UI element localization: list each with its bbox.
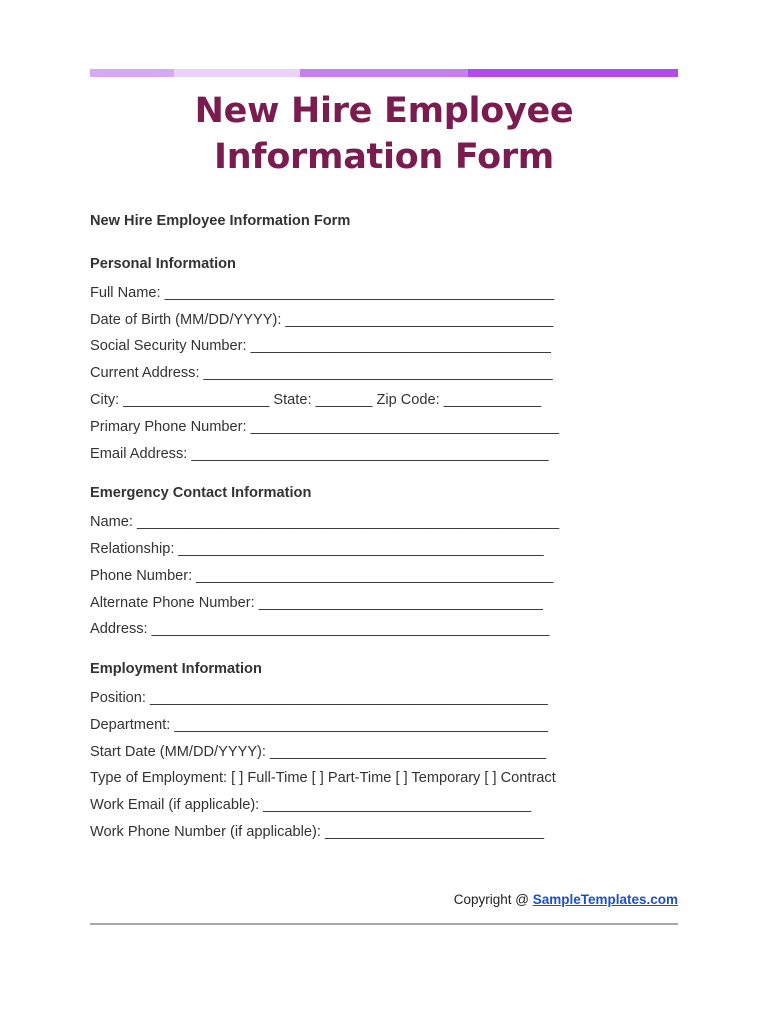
accent-bar-segment <box>90 69 174 77</box>
field-emergency-name[interactable]: Name: ____________________________________________________ <box>90 514 560 531</box>
copyright-footer <box>454 890 678 910</box>
field-position[interactable]: Position: _________________________________________________ <box>90 689 548 706</box>
field-emergency-phone[interactable]: Phone Number: ____________________________________________ <box>90 567 554 584</box>
field-email-address[interactable]: Email Address: ____________________________________________ <box>90 445 549 462</box>
page-title: New Hire Employee Information Form <box>194 91 574 177</box>
section-heading-emergency: Emergency Contact Information <box>90 485 312 502</box>
field-date-of-birth[interactable]: Date of Birth (MM/DD/YYYY): _________________________________ <box>90 311 554 328</box>
field-full-name[interactable]: Full Name: ________________________________________________ <box>90 284 555 301</box>
field-social-security-number[interactable]: Social Security Number: _____________________________________ <box>90 338 551 355</box>
field-department[interactable]: Department: ______________________________________________ <box>90 716 548 733</box>
sampletemplates-link[interactable]: SampleTemplates.com <box>532 892 678 907</box>
form-subtitle: New Hire Employee Information Form <box>90 213 351 229</box>
emergency-contact-section <box>90 482 678 643</box>
section-heading-personal: Personal Information <box>90 256 236 272</box>
field-work-email[interactable]: Work Email (if applicable): _________________________________ <box>90 797 532 814</box>
field-current-address[interactable]: Current Address: ___________________________________________ <box>90 365 553 382</box>
form-content <box>90 211 678 861</box>
field-type-of-employment[interactable]: Type of Employment: [ ] Full-Time [ ] Part-Time [ ] Temporary [ ] Contract <box>90 770 556 787</box>
accent-bar-segment <box>174 69 300 77</box>
field-alternate-phone[interactable]: Alternate Phone Number: ___________________________________ <box>90 594 543 611</box>
field-relationship[interactable]: Relationship: _____________________________________________ <box>90 540 544 557</box>
field-work-phone[interactable]: Work Phone Number (if applicable): ___________________________ <box>90 823 545 840</box>
employment-information-section <box>90 658 678 846</box>
field-start-date[interactable]: Start Date (MM/DD/YYYY): __________________________________ <box>90 743 546 760</box>
top-accent-bar <box>90 69 678 77</box>
section-heading-employment: Employment Information <box>90 661 262 678</box>
field-emergency-address[interactable]: Address: _________________________________________________ <box>90 621 550 638</box>
copyright-text: Copyright @ <box>453 892 533 907</box>
bottom-divider <box>90 923 678 925</box>
accent-bar-segment <box>468 69 678 77</box>
personal-information-section <box>90 253 678 467</box>
accent-bar-segment <box>300 69 468 77</box>
field-primary-phone[interactable]: Primary Phone Number: ______________________________________ <box>90 418 560 435</box>
field-city-state-zip[interactable]: City: __________________ State: _______ Zip Code: ____________ <box>90 391 542 408</box>
